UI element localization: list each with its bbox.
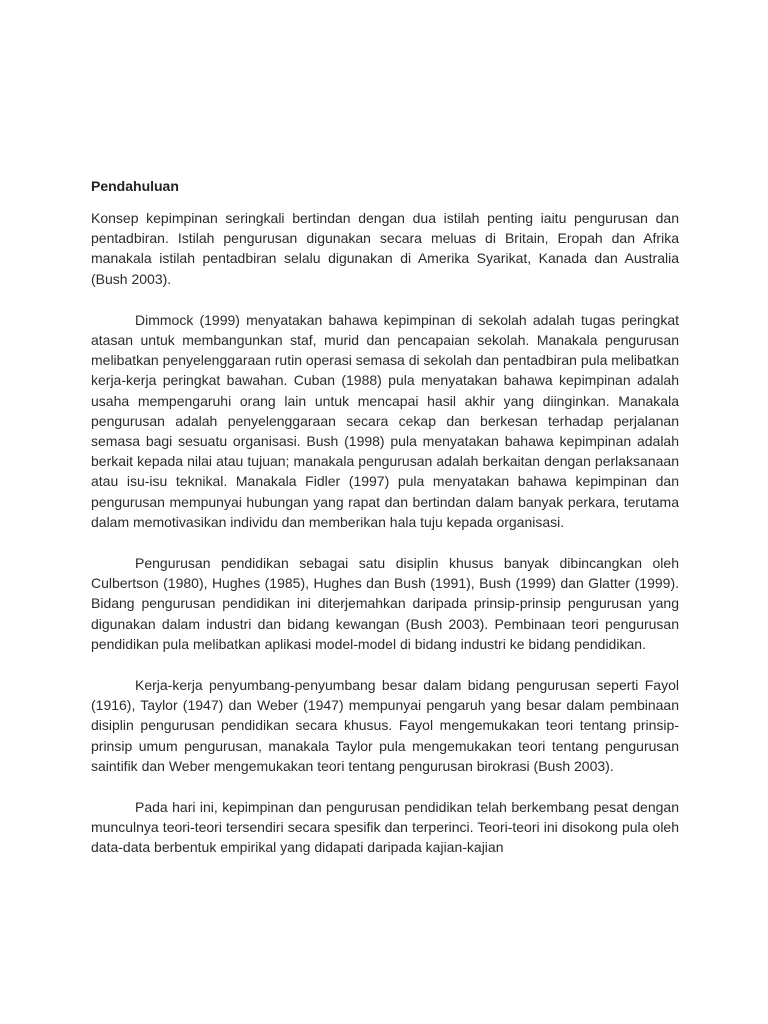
paragraph-dimmock: Dimmock (1999) menyatakan bahawa kepimpinan di sekolah adalah tugas peringkat atasan untuk membangunkan staf, murid dan pencapaian sekolah. Manakala pengurusan melibatkan penyelenggaraan rutin operasi semasa di sekolah dan pentadbiran pula melibatkan kerja-kerja peringkat bawahan. Cuban (1988) pula menyatakan bahawa kepimpinan adalah usaha mempengaruhi orang lain untuk mencapai hasil akhir yang diinginkan. Manakala pengurusan adalah penyelenggaraan secara cekap dan berkesan terhadap perjalanan semasa bagi sesuatu organisasi. Bush (1998) pula menyatakan bahawa kepimpinan adalah berkait kepada nilai atau tujuan; manakala pengurusan adalah berkaitan dengan perlaksanaan atau isu-isu teknikal. Manakala Fidler (1997) pula menyatakan bahawa kepimpinan dan pengurusan mempunyai hubungan yang rapat dan bertindan dalam banyak perkara, terutama dalam memotivasikan individu dan memberikan hala tuju kepada organisasi. [91,311,679,530]
paragraph-kerja-kerja: Kerja-kerja penyumbang-penyumbang besar dalam bidang pengurusan seperti Fayol (1916), Taylor (1947) dan Weber (1947) mempunyai pengaruh yang besar dalam pembinaan disiplin pengurusan pendidikan secara khusus. Fayol mengemukakan teori tentang prinsip-prinsip umum pengurusan, manakala Taylor pula mengemukakan teori tentang pengurusan saintifik dan Weber mengemukakan teori tentang pengurusan birokrasi (Bush 2003). [91,677,679,774]
paragraph-pada-hari-ini: Pada hari ini, kepimpinan dan pengurusan pendidikan telah berkembang pesat dengan munculnya teori-teori tersendiri secara spesifik dan terperinci. Teori-teori ini disokong pula oleh data-data berbentuk empirikal yang didapati daripada kajian-kajian [91,799,679,856]
section-heading: Pendahuluan [91,178,179,194]
paragraph-intro: Konsep kepimpinan seringkali bertindan dengan dua istilah penting iaitu pengurusan dan pentadbiran. Istilah pengurusan digunakan secara meluas di Britain, Eropah dan Afrika manakala istilah pentadbiran selalu digunakan di Amerika Syarikat, Kanada dan Australia (Bush 2003). [91,210,679,287]
document-page [91,176,679,879]
paragraph-pengurusan-pendidikan: Pengurusan pendidikan sebagai satu disiplin khusus banyak dibincangkan oleh Culbertson (1980), Hughes (1985), Hughes dan Bush (1991), Bush (1999) dan Glatter (1999). Bidang pengurusan pendidikan ini diterjemahkan daripada prinsip-prinsip pengurusan yang digunakan dalam industri dan bidang kewangan (Bush 2003). Pembinaan teori pengurusan pendidikan pula melibatkan aplikasi model-model di bidang industri ke bidang pendidikan. [91,555,679,652]
